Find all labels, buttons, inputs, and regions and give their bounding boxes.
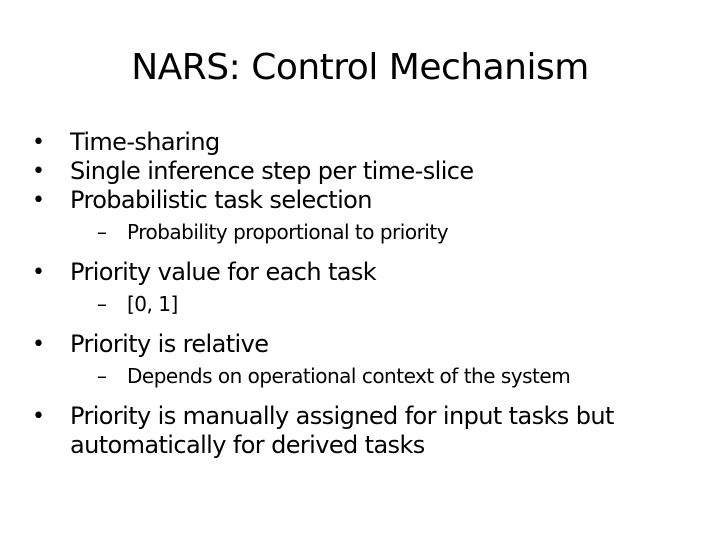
- bullet-item: [30, 157, 700, 186]
- bullet-text: Single inference step per time-slice: [70, 157, 474, 185]
- bullet-item: [30, 258, 700, 287]
- bullet-dot-icon: •: [32, 404, 45, 429]
- bullet-text: Time-sharing: [70, 128, 220, 156]
- sub-bullet-item: [30, 291, 700, 317]
- bullet-dot-icon: •: [32, 159, 45, 184]
- bullet-dot-icon: •: [32, 130, 45, 155]
- bullet-dot-icon: •: [32, 332, 45, 357]
- bullet-text: Probabilistic task selection: [70, 186, 372, 214]
- dash-icon: –: [97, 220, 107, 244]
- dash-icon: –: [97, 364, 107, 388]
- sub-bullet-item: [30, 219, 700, 245]
- slide-title: NARS: Control Mechanism: [131, 47, 589, 88]
- bullet-text: Priority value for each task: [70, 258, 377, 286]
- bullet-dot-icon: •: [32, 188, 45, 213]
- sub-bullet-text: Probability proportional to priority: [127, 220, 449, 244]
- bullet-item: [30, 128, 700, 157]
- bullet-dot-icon: •: [32, 260, 45, 285]
- bullet-text: Priority is relative: [70, 330, 269, 358]
- bullet-item: [30, 330, 700, 359]
- sub-bullet-text: [0, 1]: [127, 292, 178, 316]
- dash-icon: –: [97, 292, 107, 316]
- bullet-item: [30, 402, 700, 460]
- bullet-text: Priority is manually assigned for input tasks but automatically for derived tasks: [70, 402, 614, 459]
- sub-bullet-item: [30, 363, 700, 389]
- sub-bullet-text: Depends on operational context of the system: [127, 364, 571, 388]
- bullet-list: [30, 128, 700, 460]
- bullet-item: [30, 186, 700, 215]
